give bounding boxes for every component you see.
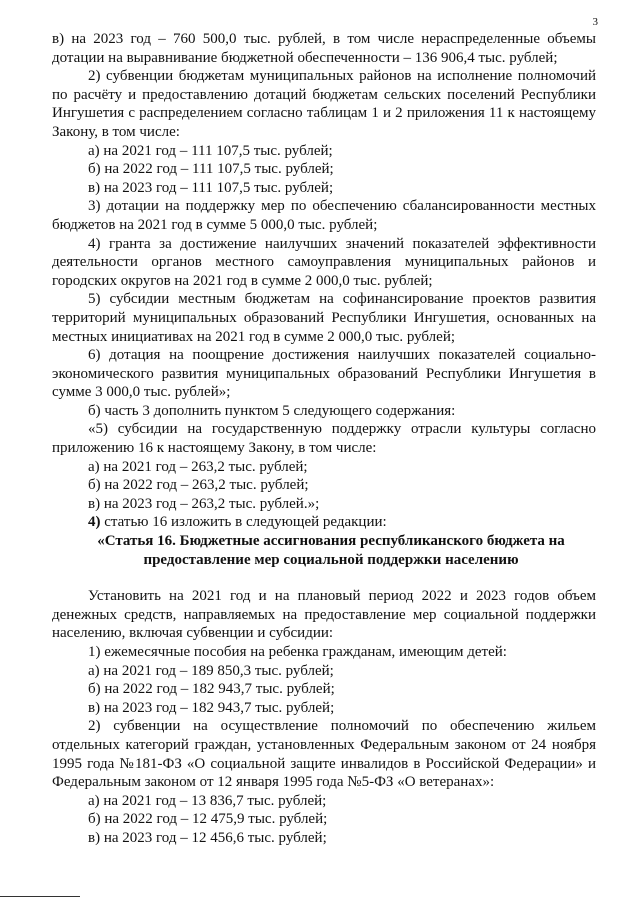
list-item: б) на 2022 год – 111 107,5 тыс. рублей; xyxy=(88,161,334,178)
list-item: а) на 2021 год – 111 107,5 тыс. рублей; xyxy=(88,142,333,159)
list-item: б) на 2022 год – 263,2 тыс. рублей; xyxy=(88,477,309,494)
paragraph: 1) ежемесячные пособия на ребенка гражданам, имеющим детей: xyxy=(88,644,507,660)
paragraph: в) на 2023 год – 760 500,0 тыс. рублей, в том числе нераспределенные объемы дотации на выравнивание бюджетной обеспеченности – 136 906,4 тыс. рублей; xyxy=(52,31,596,66)
list-item: а) на 2021 год – 189 850,3 тыс. рублей; xyxy=(88,662,334,679)
paragraph: б) часть 3 дополнить пунктом 5 следующего содержания: xyxy=(88,402,456,419)
list-item: а) на 2021 год – 263,2 тыс. рублей; xyxy=(88,458,308,475)
paragraph: 4) гранта за достижение наилучших значений показателей эффективности деятельности органов местного самоуправления муниципальных районов и городских округов на 2021 год в сумме 2 000,0 тыс. рублей; xyxy=(52,235,596,289)
list-item: а) на 2021 год – 13 836,7 тыс. рублей; xyxy=(88,792,327,809)
list-item: в) на 2023 год – 263,2 тыс. рублей.»; xyxy=(88,495,320,512)
spacer xyxy=(52,569,596,587)
list-item: б) на 2022 год – 182 943,7 тыс. рублей; xyxy=(88,681,335,698)
paragraph: 6) дотация на поощрение достижения наилучших показателей социально-экономического развития муниципальных образований Республики Ингушетия в сумме 3 000,0 тыс. рублей»; xyxy=(52,347,596,401)
paragraph: 5) субсидии местным бюджетам на софинансирование проектов развития территорий муниципальных образований Республики Ингушетия, основанных на местных инициативах на 2021 год в сумме 2 000,0 тыс. рублей; xyxy=(52,291,596,345)
paragraph xyxy=(52,513,596,532)
article-title: «Статья 16. Бюджетные ассигнования республиканского бюджета на предоставление мер социальной поддержки населению xyxy=(97,533,565,568)
paragraph: «5) субсидии на государственную поддержку отрасли культуры согласно приложению 16 к настоящему Закону, в том числе: xyxy=(52,421,596,457)
paragraph: 2) субвенции бюджетам муниципальных районов на исполнение полномочий по расчёту и предоставлению дотаций бюджетам сельских поселений Республики Ингушетия с распределением согласно таблицам 1 и 2 приложения 11 к настоящему Закону, в том числе: xyxy=(52,68,596,140)
paragraph: Установить на 2021 год и на плановый период 2022 и 2023 годов объем денежных средств, направляемых на предоставление мер социальной поддержки населению, включая субвенции и субсидии: xyxy=(52,588,596,642)
list-item: б) на 2022 год – 12 475,9 тыс. рублей; xyxy=(88,811,328,828)
list-item: в) на 2023 год – 111 107,5 тыс. рублей; xyxy=(88,179,334,196)
list-item: в) на 2023 год – 12 456,6 тыс. рублей; xyxy=(88,829,327,846)
item-number: 4) xyxy=(88,514,101,531)
paragraph-text: статью 16 изложить в следующей редакции: xyxy=(100,514,387,531)
scan-edge-line xyxy=(0,896,80,897)
document-body xyxy=(52,30,596,848)
paragraph: 3) дотации на поддержку мер по обеспечению сбалансированности местных бюджетов на 2021 год в сумме 5 000,0 тыс. рублей; xyxy=(52,198,596,233)
paragraph: 2) субвенции на осуществление полномочий по обеспечению жильем отдельных категорий граждан, установленных Федеральным законом от 24 ноября 1995 года №181-ФЗ «О социальной защите инвалидов в Российской Федерации» и Федеральным законом от 12 января 1995 года №5-ФЗ «О ветеранах»: xyxy=(52,718,596,791)
list-item: в) на 2023 год – 182 943,7 тыс. рублей; xyxy=(88,699,335,716)
page-number: 3 xyxy=(592,16,598,28)
